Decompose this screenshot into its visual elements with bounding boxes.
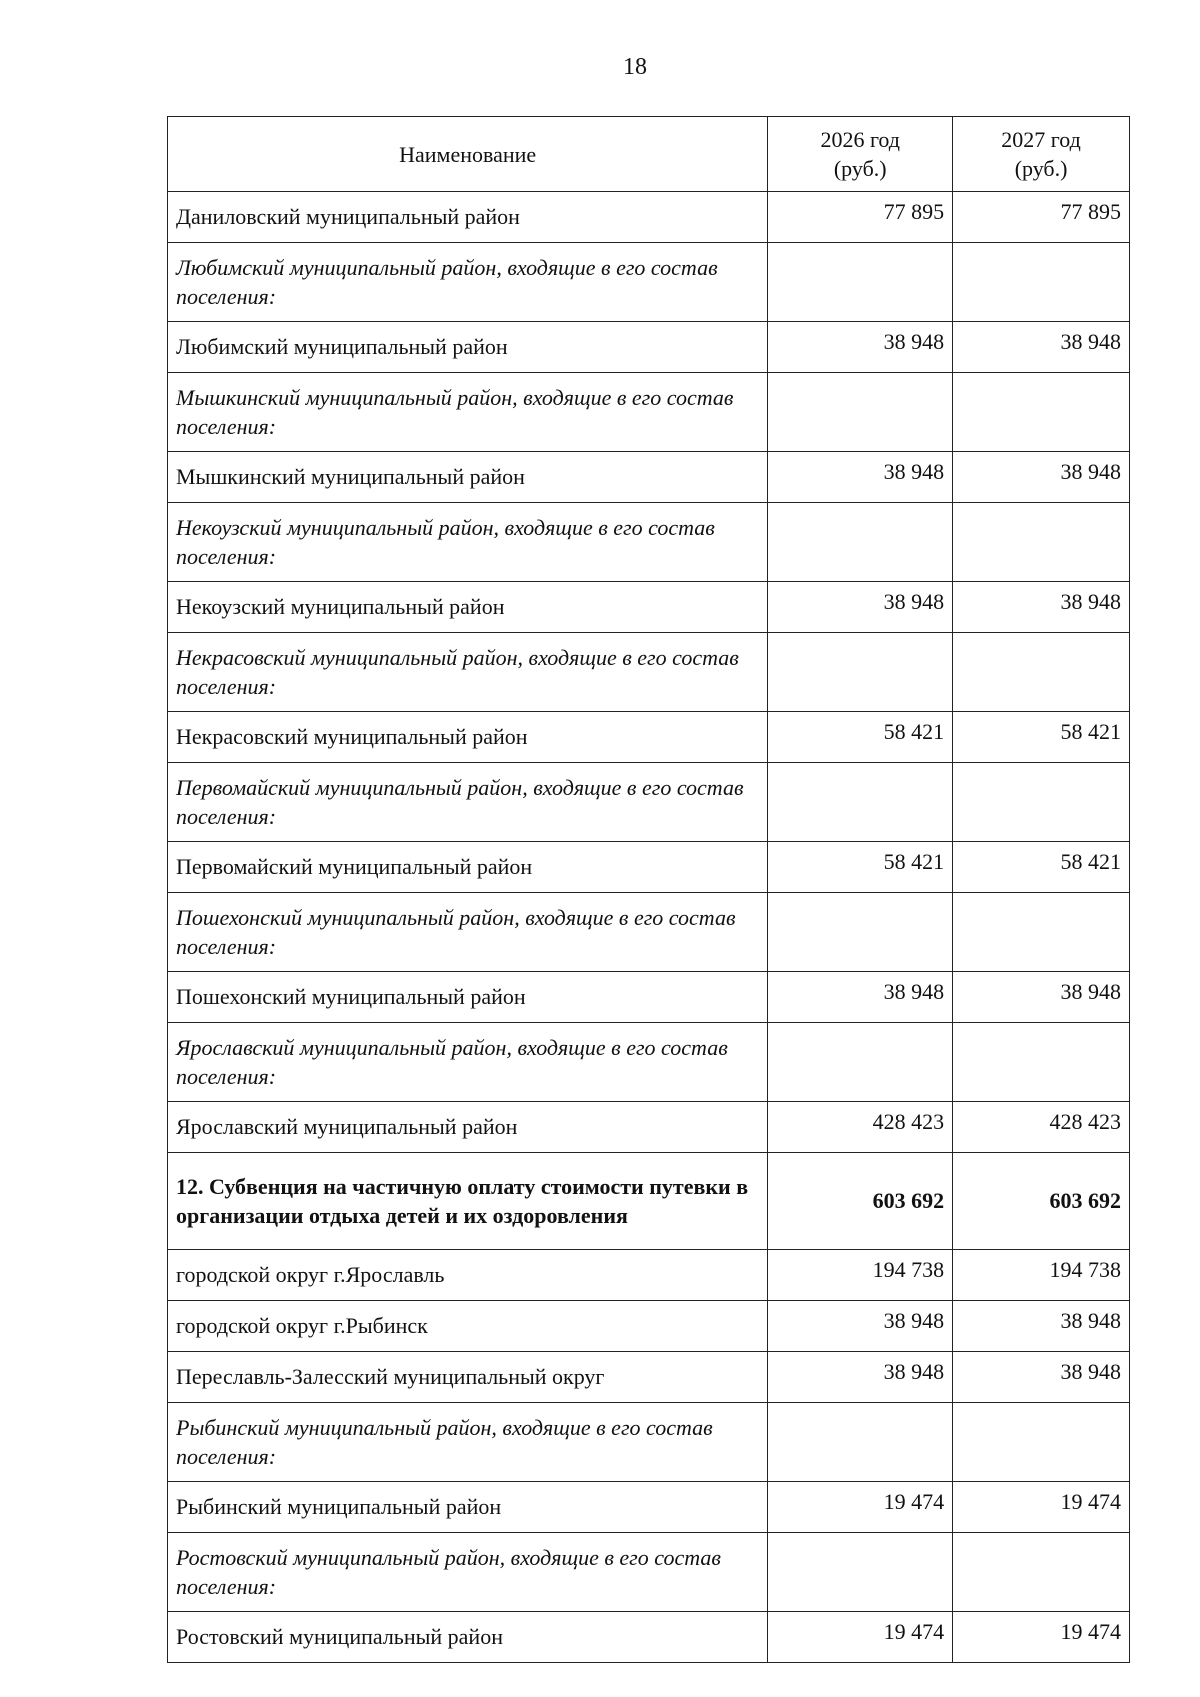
row-value-2026: 603 692 [768,1153,953,1250]
table-row-group [168,1533,1130,1612]
row-name: Даниловский муниципальный район [168,192,768,243]
row-value-2027 [953,503,1130,582]
table-row-group [168,243,1130,322]
row-name: 12. Субвенция на частичную оплату стоимости путевки в организации отдыха детей и их оздоровления [168,1153,768,1250]
table-row-district [168,1352,1130,1403]
row-value-2027 [953,1533,1130,1612]
row-value-2026: 58 421 [768,712,953,763]
row-value-2027: 194 738 [953,1250,1130,1301]
row-value-2026: 58 421 [768,842,953,893]
row-value-2027: 38 948 [953,972,1130,1023]
row-value-2026 [768,893,953,972]
header-year-2026 [768,117,953,192]
header-year-2026-label: 2026 год [820,127,900,152]
row-value-2026: 194 738 [768,1250,953,1301]
row-value-2027 [953,373,1130,452]
row-value-2027 [953,1403,1130,1482]
row-value-2027 [953,893,1130,972]
row-value-2027: 38 948 [953,322,1130,373]
row-value-2027: 19 474 [953,1482,1130,1533]
table-row-district [168,712,1130,763]
row-value-2026 [768,763,953,842]
table-row-district [168,322,1130,373]
row-value-2027: 38 948 [953,452,1130,503]
row-value-2026: 38 948 [768,1301,953,1352]
table-row-group [168,633,1130,712]
table-body [168,192,1130,1663]
table-row-section [168,1153,1130,1250]
table-row-district [168,842,1130,893]
table-row-district [168,1612,1130,1663]
table-row-district [168,192,1130,243]
table-row-district [168,1301,1130,1352]
row-value-2027: 38 948 [953,582,1130,633]
table-row-district [168,1482,1130,1533]
row-value-2026: 428 423 [768,1102,953,1153]
row-name: Рыбинский муниципальный район, входящие в его состав поселения: [168,1403,768,1482]
row-name: Некоузский муниципальный район [168,582,768,633]
header-year-2027 [953,117,1130,192]
header-year-2027-unit: (руб.) [1014,156,1068,181]
row-value-2027: 77 895 [953,192,1130,243]
budget-table [167,116,1130,1663]
row-name: Ростовский муниципальный район [168,1612,768,1663]
header-year-2026-unit: (руб.) [833,156,887,181]
table-row-district [168,1250,1130,1301]
row-name: Любимский муниципальный район, входящие в его состав поселения: [168,243,768,322]
row-value-2026 [768,1403,953,1482]
table-row-district [168,452,1130,503]
row-value-2026: 19 474 [768,1612,953,1663]
table-header [168,117,1130,192]
table-row-group [168,1403,1130,1482]
header-row [168,117,1130,192]
row-name: Первомайский муниципальный район [168,842,768,893]
row-value-2027 [953,243,1130,322]
row-name: Ярославский муниципальный район [168,1102,768,1153]
row-name: Рыбинский муниципальный район [168,1482,768,1533]
row-name: Некрасовский муниципальный район [168,712,768,763]
row-value-2027: 58 421 [953,842,1130,893]
row-name: Некрасовский муниципальный район, входящие в его состав поселения: [168,633,768,712]
row-value-2026: 77 895 [768,192,953,243]
row-name: Пошехонский муниципальный район [168,972,768,1023]
table-row-group [168,893,1130,972]
table-row-group [168,373,1130,452]
row-value-2027: 38 948 [953,1352,1130,1403]
page-number: 18 [623,54,647,80]
table-row-district [168,582,1130,633]
row-name: Некоузский муниципальный район, входящие в его состав поселения: [168,503,768,582]
row-value-2026: 38 948 [768,1352,953,1403]
row-value-2026 [768,373,953,452]
table-row-group [168,763,1130,842]
row-name: Любимский муниципальный район [168,322,768,373]
row-value-2026: 19 474 [768,1482,953,1533]
table-row-district [168,972,1130,1023]
row-value-2026 [768,503,953,582]
row-value-2027: 19 474 [953,1612,1130,1663]
table-row-group [168,1023,1130,1102]
row-value-2026: 38 948 [768,452,953,503]
header-name: Наименование [168,117,768,192]
row-name: Мышкинский муниципальный район, входящие в его состав поселения: [168,373,768,452]
row-value-2026 [768,243,953,322]
table-row-group [168,503,1130,582]
table-row-district [168,1102,1130,1153]
row-value-2026: 38 948 [768,972,953,1023]
row-name: городской округ г.Ярославль [168,1250,768,1301]
row-value-2027 [953,763,1130,842]
row-name: Пошехонский муниципальный район, входящие в его состав поселения: [168,893,768,972]
row-value-2026: 38 948 [768,582,953,633]
row-name: Мышкинский муниципальный район [168,452,768,503]
row-name: Ростовский муниципальный район, входящие в его состав поселения: [168,1533,768,1612]
row-name: Ярославский муниципальный район, входящие в его состав поселения: [168,1023,768,1102]
header-year-2027-label: 2027 год [1001,127,1081,152]
row-name: городской округ г.Рыбинск [168,1301,768,1352]
row-value-2026 [768,1023,953,1102]
row-value-2026: 38 948 [768,322,953,373]
row-value-2027 [953,633,1130,712]
row-value-2027: 38 948 [953,1301,1130,1352]
row-value-2027 [953,1023,1130,1102]
row-value-2027: 428 423 [953,1102,1130,1153]
row-value-2027: 58 421 [953,712,1130,763]
row-value-2027: 603 692 [953,1153,1130,1250]
row-value-2026 [768,633,953,712]
row-value-2026 [768,1533,953,1612]
row-name: Первомайский муниципальный район, входящие в его состав поселения: [168,763,768,842]
row-name: Переславль-Залесский муниципальный округ [168,1352,768,1403]
